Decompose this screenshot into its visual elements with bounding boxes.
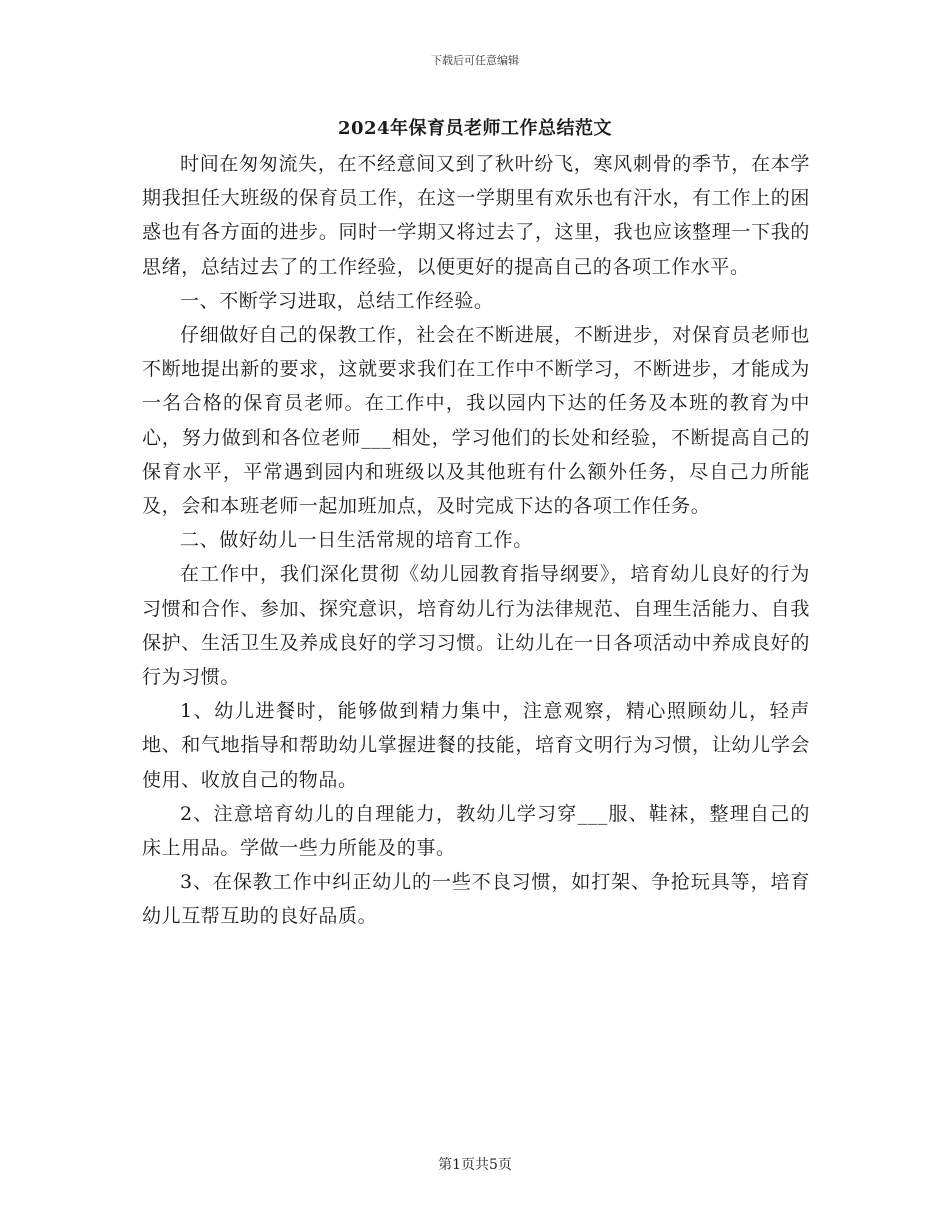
paragraph-intro: 时间在匆匆流失，在不经意间又到了秋叶纷飞，寒风刺骨的季节，在本学期我担任大班级的保育员工作，在这一学期里有欢乐也有汗水，有工作上的困惑也有各方面的进步。同时一学期又将过去了，这里，我也应该整理一下我的思绪，总结过去了的工作经验，以便更好的提高自己的各项工作水平。 [142, 153, 810, 278]
list-item-2: 2、注意培育幼儿的自理能力，教幼儿学习穿___服、鞋袜，整理自己的床上用品。学做一些力所能及的事。 [142, 802, 810, 860]
section-heading-1: 一、不断学习进取，总结工作经验。 [180, 289, 494, 312]
page-number: 第1页共5页 [438, 1157, 512, 1173]
page-header: 下载后可任意编辑 [431, 54, 519, 67]
list-item-3: 3、在保教工作中纠正幼儿的一些不良习惯，如打架、争抢玩具等，培育幼儿互帮互助的良好品质。 [142, 871, 810, 928]
section-heading-2: 二、做好幼儿一日生活常规的培育工作。 [180, 529, 533, 552]
document-body [142, 147, 810, 934]
paragraph-section-1: 仔细做好自己的保教工作，社会在不断进展，不断进步，对保育员老师也不断地提出新的要求，这就要求我们在工作中不断学习，不断进步，才能成为一名合格的保育员老师。在工作中，我以园内下达的任务及本班的教育为中心，努力做到和各位老师___相处，学习他们的长处和经验，不断提高自己的保育水平，平常遇到园内和班级以及其他班有什么额外任务，尽自己力所能及，会和本班老师一起加班加点，及时完成下达的各项工作任务。 [142, 324, 810, 518]
paragraph-section-2: 在工作中，我们深化贯彻《幼儿园教育指导纲要》，培育幼儿良好的行为习惯和合作、参加、探究意识，培育幼儿行为法律规范、自理生活能力、自我保护、生活卫生及养成良好的学习习惯。让幼儿在一日各项活动中养成良好的行为习惯。 [142, 563, 810, 689]
list-item-1: 1、幼儿进餐时，能够做到精力集中，注意观察，精心照顾幼儿，轻声地、和气地指导和帮助幼儿掌握进餐的技能，培育文明行为习惯，让幼儿学会使用、收放自己的物品。 [142, 700, 810, 791]
document-title: 2024年保育员老师工作总结范文 [337, 118, 613, 139]
